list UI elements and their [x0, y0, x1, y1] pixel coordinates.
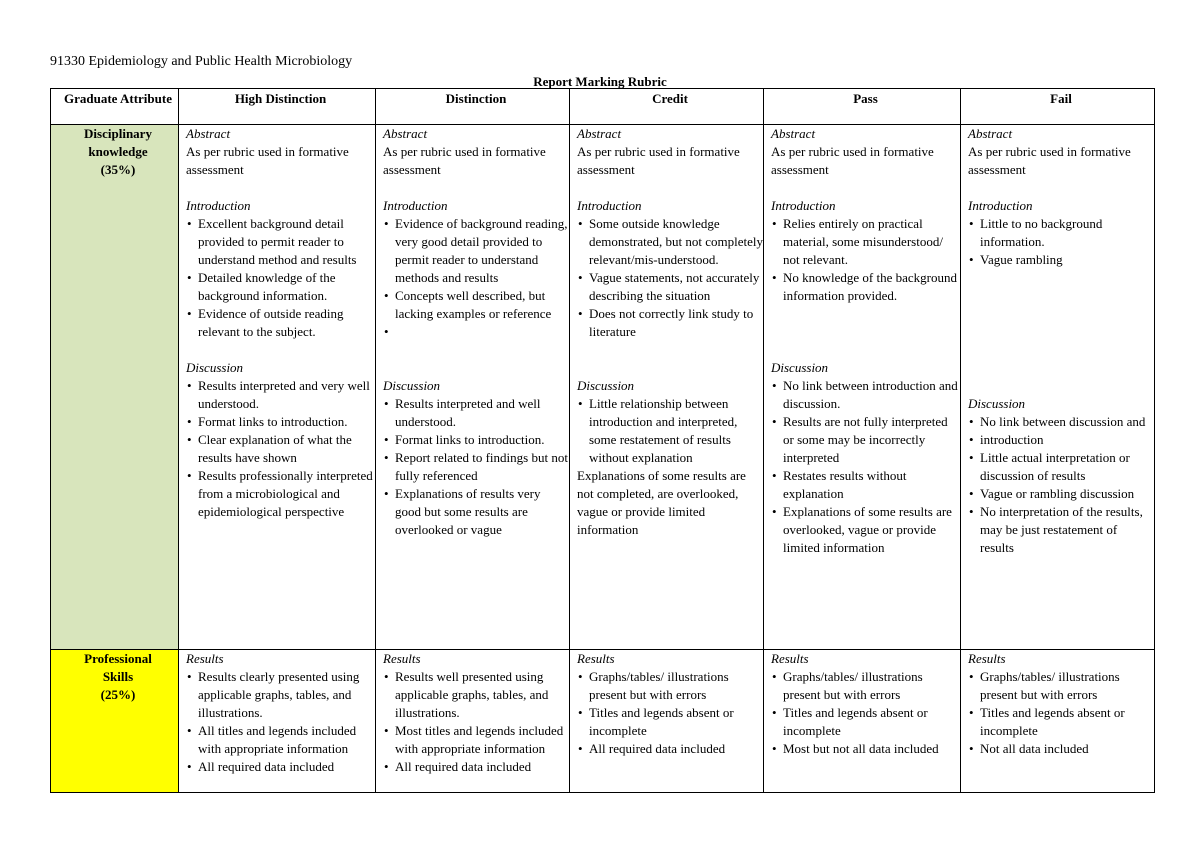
list-item: • All required data included: [198, 758, 375, 776]
list-item: • Explanations of results very good but some results are overlooked or vague: [395, 485, 569, 539]
abstract-heading: Abstract: [771, 126, 816, 141]
list-item: • Format links to introduction.: [198, 413, 375, 431]
list-item: • Results interpreted and well understood.: [395, 395, 569, 431]
list-item: [395, 323, 569, 341]
header-row: [51, 89, 1155, 125]
results-heading: Results: [186, 651, 224, 666]
column-header-attribute: Graduate Attribute: [51, 89, 179, 125]
introduction-heading: Introduction: [383, 198, 448, 213]
list-item: • Titles and legends absent or incomplete: [980, 704, 1154, 740]
cell-fail-results: [961, 650, 1155, 793]
abstract-text: As per rubric used in formative assessment: [968, 144, 1131, 177]
column-header-high-distinction: High Distinction: [179, 89, 376, 125]
attribute-professional: [51, 650, 179, 793]
attribute-line: knowledge: [88, 144, 148, 159]
attribute-line: (25%): [100, 687, 136, 702]
abstract-text: As per rubric used in formative assessment: [186, 144, 349, 177]
list-item: • No knowledge of the background information provided.: [783, 269, 960, 305]
abstract-text: As per rubric used in formative assessment: [577, 144, 740, 177]
attribute-disciplinary: [51, 125, 179, 650]
list-item: • No link between discussion and: [980, 413, 1154, 431]
list-item: • introduction: [980, 431, 1154, 449]
list-item: • Evidence of background reading, very good detail provided to permit reader to understand methods and results: [395, 215, 569, 287]
cell-distinction-results: [376, 650, 570, 793]
introduction-heading: Introduction: [968, 198, 1033, 213]
abstract-heading: Abstract: [186, 126, 231, 141]
abstract-heading: Abstract: [577, 126, 622, 141]
cell-distinction: [376, 125, 570, 650]
list-item: • Some outside knowledge demonstrated, but not completely relevant/mis-understood.: [589, 215, 763, 269]
introduction-list: [771, 215, 960, 305]
results-list: [577, 668, 763, 758]
list-item: • All required data included: [589, 740, 763, 758]
introduction-list: [186, 215, 375, 341]
discussion-heading: Discussion: [383, 378, 441, 393]
abstract-text: As per rubric used in formative assessment: [383, 144, 546, 177]
column-header-credit: Credit: [570, 89, 764, 125]
list-item: • Graphs/tables/ illustrations present but with errors: [980, 668, 1154, 704]
list-item: • Graphs/tables/ illustrations present but with errors: [589, 668, 763, 704]
list-item: • Excellent background detail provided to permit reader to understand method and results: [198, 215, 375, 269]
course-title: 91330 Epidemiology and Public Health Microbiology: [50, 54, 353, 69]
discussion-list: [771, 377, 960, 557]
cell-high-distinction-results: [179, 650, 376, 793]
list-item: • Relies entirely on practical material, some misunderstood/ not relevant.: [783, 215, 960, 269]
attribute-line: Skills: [102, 669, 134, 684]
attribute-line: Professional: [84, 651, 152, 666]
list-item: • Titles and legends absent or incomplete: [783, 704, 960, 740]
discussion-heading: Discussion: [771, 360, 829, 375]
introduction-list: [968, 215, 1154, 269]
discussion-list: [577, 395, 763, 467]
list-item: • Results clearly presented using applicable graphs, tables, and illustrations.: [198, 668, 375, 722]
results-heading: Results: [383, 651, 421, 666]
list-item: • Most titles and legends included with appropriate information: [395, 722, 569, 758]
discussion-list: [968, 413, 1154, 557]
list-item: • No interpretation of the results, may be just restatement of results: [980, 503, 1154, 557]
cell-credit-results: [570, 650, 764, 793]
introduction-heading: Introduction: [771, 198, 836, 213]
discussion-text: Explanations of some results are not completed, are overlooked, vague or provide limited information: [577, 468, 746, 537]
list-item: • Evidence of outside reading relevant to the subject.: [198, 305, 375, 341]
cell-fail: [961, 125, 1155, 650]
discussion-heading: Discussion: [968, 396, 1026, 411]
discussion-list: [383, 395, 569, 539]
attribute-line: (35%): [100, 162, 136, 177]
rubric-title: Report Marking Rubric: [533, 74, 667, 89]
rubric-table: [50, 88, 1155, 793]
list-item: • Vague statements, not accurately describing the situation: [589, 269, 763, 305]
list-item: • Format links to introduction.: [395, 431, 569, 449]
list-item: • Results well presented using applicable graphs, tables, and illustrations.: [395, 668, 569, 722]
results-list: [383, 668, 569, 776]
list-item: • Clear explanation of what the results have shown: [198, 431, 375, 467]
abstract-text: As per rubric used in formative assessment: [771, 144, 934, 177]
abstract-heading: Abstract: [383, 126, 428, 141]
cell-pass-results: [764, 650, 961, 793]
table-row-disciplinary: [51, 125, 1155, 650]
introduction-list: [577, 215, 763, 341]
introduction-heading: Introduction: [577, 198, 642, 213]
cell-pass: [764, 125, 961, 650]
list-item: • Little relationship between introduction and interpreted, some restatement of results without explanation: [589, 395, 763, 467]
list-item: • Vague rambling: [980, 251, 1154, 269]
cell-credit: [570, 125, 764, 650]
list-item: • Not all data included: [980, 740, 1154, 758]
list-item: • Restates results without explanation: [783, 467, 960, 503]
list-item: • Results professionally interpreted from a microbiological and epidemiological perspective: [198, 467, 375, 521]
list-item: • Results interpreted and very well understood.: [198, 377, 375, 413]
results-list: [771, 668, 960, 758]
column-header-distinction: Distinction: [376, 89, 570, 125]
list-item: • All titles and legends included with appropriate information: [198, 722, 375, 758]
list-item: • Most but not all data included: [783, 740, 960, 758]
attribute-line: Disciplinary: [84, 126, 152, 141]
column-header-fail: Fail: [961, 89, 1155, 125]
list-item: • Little actual interpretation or discussion of results: [980, 449, 1154, 485]
column-header-pass: Pass: [764, 89, 961, 125]
introduction-heading: Introduction: [186, 198, 251, 213]
discussion-list: [186, 377, 375, 521]
discussion-heading: Discussion: [186, 360, 244, 375]
list-item: • Explanations of some results are overlooked, vague or provide limited information: [783, 503, 960, 557]
list-item: • Little to no background information.: [980, 215, 1154, 251]
list-item: • Concepts well described, but lacking examples or reference: [395, 287, 569, 323]
introduction-list: [383, 215, 569, 341]
list-item: • Results are not fully interpreted or some may be incorrectly interpreted: [783, 413, 960, 467]
abstract-heading: Abstract: [968, 126, 1013, 141]
results-heading: Results: [771, 651, 809, 666]
table-row-professional: [51, 650, 1155, 793]
results-heading: Results: [968, 651, 1006, 666]
list-item: • Report related to findings but not fully referenced: [395, 449, 569, 485]
list-item: • Vague or rambling discussion: [980, 485, 1154, 503]
list-item: • All required data included: [395, 758, 569, 776]
list-item: • Graphs/tables/ illustrations present but with errors: [783, 668, 960, 704]
list-item: • Detailed knowledge of the background information.: [198, 269, 375, 305]
list-item: • Titles and legends absent or incomplete: [589, 704, 763, 740]
list-item: • No link between introduction and discussion.: [783, 377, 960, 413]
cell-high-distinction: [179, 125, 376, 650]
list-item: • Does not correctly link study to literature: [589, 305, 763, 341]
results-list: [968, 668, 1154, 758]
results-list: [186, 668, 375, 776]
discussion-heading: Discussion: [577, 378, 635, 393]
results-heading: Results: [577, 651, 615, 666]
